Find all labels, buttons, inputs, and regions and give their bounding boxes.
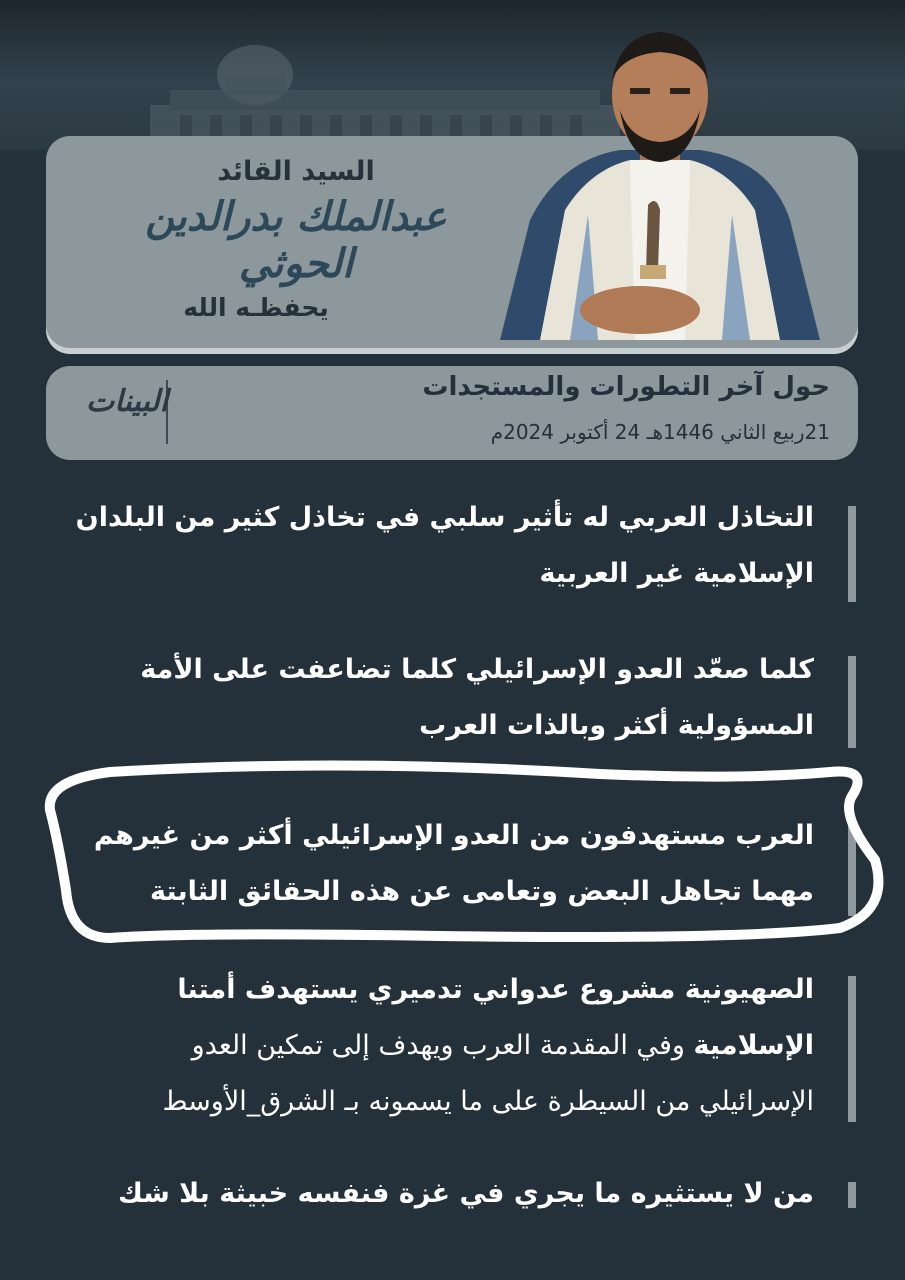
point-5-line1: من لا يستثيره ما يجري في غزة فنفسه خبيثة بلا شك	[118, 1178, 814, 1209]
subheader-card	[46, 366, 858, 460]
leader-portrait-image	[470, 10, 850, 360]
point-3-line2: مهما تجاهل البعض وتعامى عن هذه الحقائق الثابتة	[150, 876, 814, 907]
point-bar	[848, 506, 856, 602]
subheader-topic: حول آخر التطورات والمستجدات	[422, 372, 830, 402]
point-bar	[848, 976, 856, 1122]
point-4-line1: الصهيونية مشروع عدواني تدميري يستهدف أمتنا	[177, 974, 814, 1005]
point-1-line2: الإسلامية غير العربية	[539, 558, 814, 589]
point-2-line2: المسؤولية أكثر وبالذات العرب	[419, 710, 814, 741]
point-4-line2-bold: الإسلامية	[693, 1030, 814, 1061]
point-4-line2	[60, 1018, 814, 1074]
point-bar	[848, 656, 856, 748]
point-4-line2-rest: وفي المقدمة العرب ويهدف إلى تمكين العدو	[191, 1030, 694, 1061]
point-4	[60, 962, 856, 1130]
point-1	[60, 490, 856, 602]
leader-name: عبدالملك بدرالدين الحوثي	[145, 193, 447, 287]
point-4-line3: الإسرائيلي من السيطرة على ما يسمونه بـ الشرق_الأوسط	[162, 1086, 814, 1117]
leader-title: السيد القائد	[217, 156, 375, 187]
point-3-line1: العرب مستهدفون من العدو الإسرائيلي أكثر من غيرهم	[93, 820, 814, 851]
point-2-line1: كلما صعّد العدو الإسرائيلي كلما تضاعفت على الأمة	[140, 654, 814, 685]
leader-blessing: يحفظـه الله	[183, 293, 329, 322]
subheader-date: 21ربيع الثاني 1446هـ 24 أكتوبر 2024م	[490, 420, 830, 444]
handdrawn-highlight-outline	[40, 760, 895, 950]
point-5	[60, 1166, 856, 1222]
leader-title-block	[106, 156, 486, 346]
point-bar	[848, 1182, 856, 1208]
albayyinat-logo: البينات	[86, 384, 169, 419]
point-1-line1: التخاذل العربي له تأثير سلبي في تخاذل كثير من البلدان	[75, 502, 814, 533]
point-2	[60, 642, 856, 754]
